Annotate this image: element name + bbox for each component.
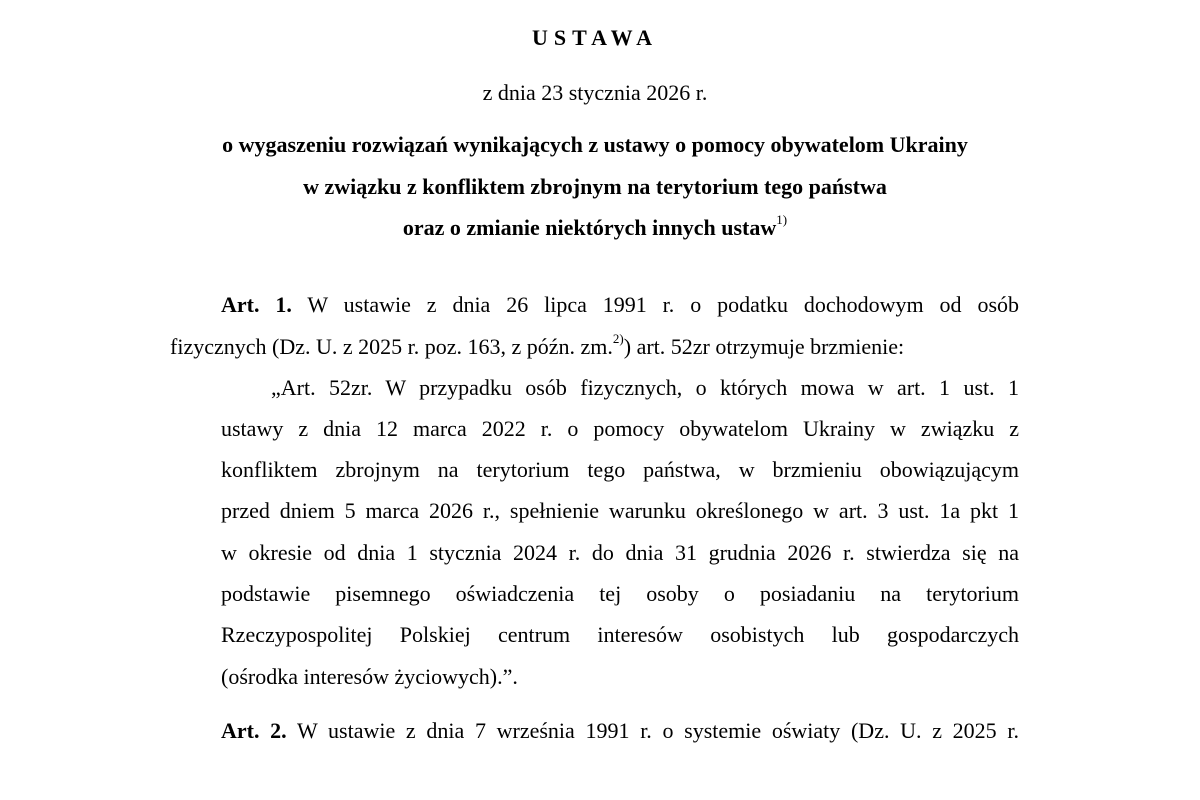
article-1-text-1: W ustawie z dnia 26 lipca 1991 r. o podatku dochodowym od osób — [307, 292, 1020, 317]
quote-line: konfliktem zbrojnym na terytorium tego państwa, w brzmieniu obowiązującym — [221, 457, 1019, 482]
article-2-line-1 — [221, 718, 1019, 744]
quote-line: „Art. 52zr. W przypadku osób fizycznych, o których mowa w art. 1 ust. 1 — [271, 375, 1019, 400]
document-subject-line-3 — [0, 211, 1190, 241]
article-1-line-2 — [170, 330, 905, 360]
quote-line: w okresie od dnia 1 stycznia 2024 r. do dnia 31 grudnia 2026 r. stwierdza się na — [221, 540, 1019, 565]
document-date: z dnia 23 stycznia 2026 r. — [482, 80, 708, 105]
document-title: USTAWA — [531, 25, 659, 50]
subject-line-3-text: oraz o zmianie niektórych innych ustaw — [402, 215, 777, 240]
article-2-label: Art. 2. — [221, 718, 287, 743]
article-1-text-2a: fizycznych (Dz. U. z 2025 r. poz. 163, z późn. zm. — [170, 334, 613, 359]
document-subject-line-2: w związku z konfliktem zbrojnym na terytorium tego państwa — [303, 174, 887, 199]
quote-line: ustawy z dnia 12 marca 2022 r. o pomocy obywatelom Ukrainy w związku z — [221, 416, 1019, 441]
article-1-line-1 — [221, 292, 1019, 318]
quote-line-last: (ośrodka interesów życiowych).”. — [221, 664, 518, 689]
footnote-ref-2[interactable]: 2) — [612, 330, 624, 346]
quote-line: przed dniem 5 marca 2026 r., spełnienie warunku określonego w art. 3 ust. 1a pkt 1 — [221, 498, 1019, 523]
footnote-ref-1[interactable]: 1) — [776, 211, 788, 227]
quote-line: podstawie pisemnego oświadczenia tej osoby o posiadaniu na terytorium — [221, 581, 1019, 606]
article-2-text-1: W ustawie z dnia 7 września 1991 r. o systemie oświaty (Dz. U. z 2025 r. — [296, 718, 1019, 743]
document-subject-line-1: o wygaszeniu rozwiązań wynikających z ustawy o pomocy obywatelom Ukrainy — [222, 132, 968, 157]
article-1-text-2b: ) art. 52zr otrzymuje brzmienie: — [623, 334, 905, 359]
article-1-label: Art. 1. — [221, 292, 292, 317]
quote-line: Rzeczypospolitej Polskiej centrum interesów osobistych lub gospodarczych — [221, 622, 1019, 647]
